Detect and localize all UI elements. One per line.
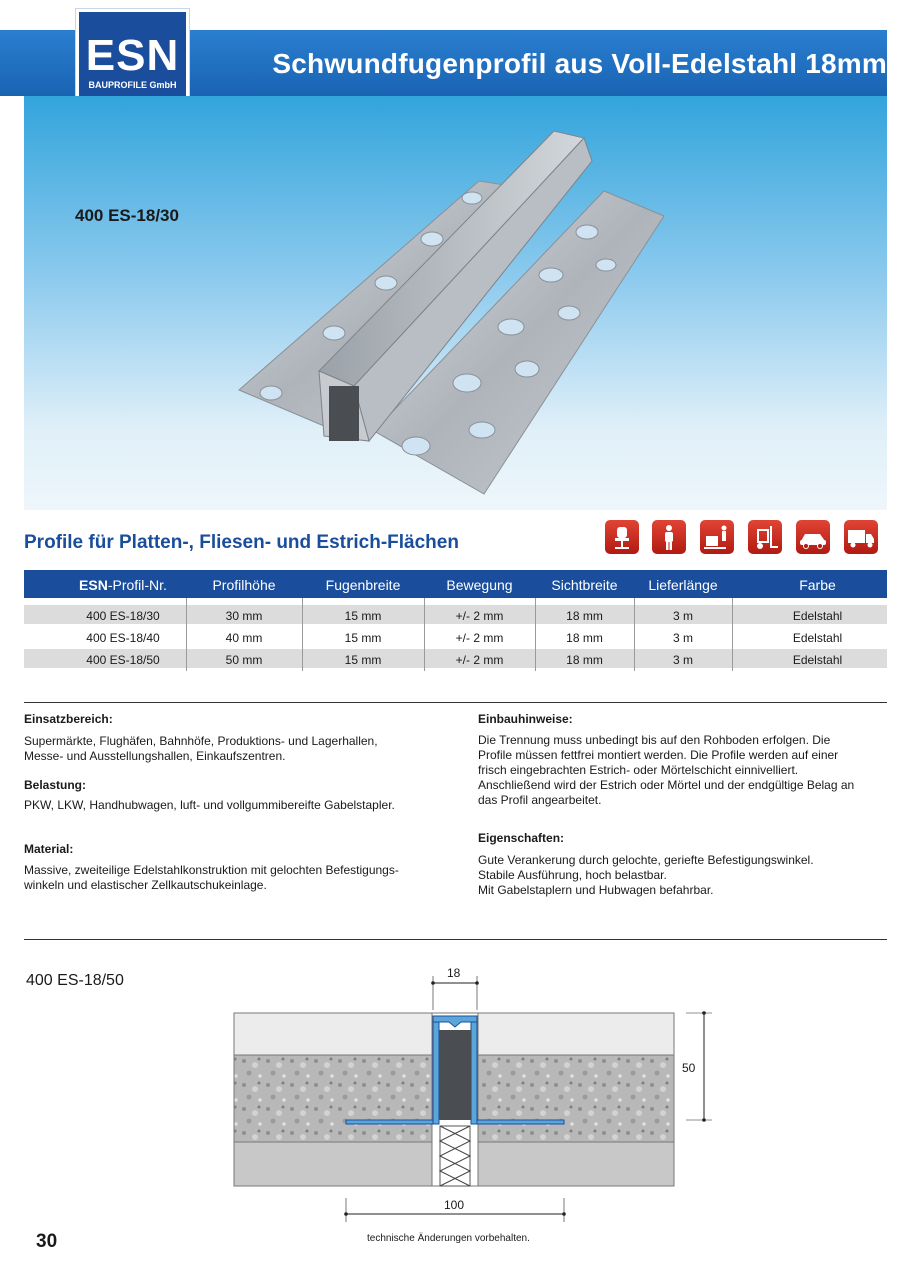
table-cell: +/- 2 mm (455, 609, 504, 623)
forklift-icon (748, 520, 782, 554)
footer-note: technische Änderungen vorbehalten. (367, 1233, 530, 1244)
car-icon (796, 520, 830, 554)
belastung-text: PKW, LKW, Handhubwagen, luft- und vollgummibereifte Gabelstapler. (24, 798, 395, 812)
table-cell: 40 mm (225, 631, 263, 645)
eigenschaften-heading: Eigenschaften: (478, 831, 565, 845)
section-title: Profile für Platten-, Fliesen- und Estrich-Flächen (24, 532, 459, 553)
divider-rule (24, 939, 887, 940)
table-cell: Edelstahl (792, 609, 843, 623)
table-cell: 3 m (672, 609, 693, 623)
einsatzbereich-text: Supermärkte, Flughäfen, Bahnhöfe, Produktions- und Lagerhallen, Messe- und Ausstellungshallen, Einkaufszentren. (24, 734, 378, 763)
einbauhinweise-heading: Einbauhinweise: (478, 712, 573, 726)
table-cell: 18 mm (566, 609, 603, 623)
einsatzbereich-heading: Einsatzbereich: (24, 712, 113, 726)
table-cell: 400 ES-18/50 (86, 653, 160, 667)
col-header-bewegung: Bewegung (446, 577, 513, 593)
truck-icon (844, 520, 878, 554)
table-cell: 18 mm (566, 631, 603, 645)
table-cell: 50 mm (225, 653, 263, 667)
col-header-fugenbreite: Fugenbreite (325, 577, 401, 593)
dimension-flange-width: 100 (444, 1198, 465, 1212)
table-cell: 400 ES-18/40 (86, 631, 160, 645)
col-header-lieferlaenge: Lieferlänge (648, 577, 718, 593)
table-cell: 400 ES-18/30 (86, 609, 160, 623)
table-cell: 18 mm (566, 653, 603, 667)
product-image (24, 96, 887, 510)
hand-truck-icon (700, 520, 734, 554)
table-cell: +/- 2 mm (455, 653, 504, 667)
drawing-title: 400 ES-18/50 (26, 972, 124, 989)
divider-rule (24, 702, 887, 703)
page-number: 30 (36, 1231, 58, 1252)
material-text: Massive, zweiteilige Edelstahlkonstruktion mit gelochten Befestigungs- winkeln und elastischer Zellkautschukeinlage. (24, 863, 399, 892)
eigenschaften-text: Gute Verankerung durch gelochte, geriefte Befestigungswinkel. Stabile Ausführung, hoch belastbar. Mit Gabelstaplern und Hubwagen befahrbar. (478, 853, 814, 897)
table-cell: 15 mm (344, 631, 382, 645)
col-header-profil-nr: ESN-Profil-Nr. (79, 577, 167, 593)
table-cell: 15 mm (344, 653, 382, 667)
col-header-farbe: Farbe (799, 577, 836, 593)
table-cell: 15 mm (344, 609, 382, 623)
material-heading: Material: (24, 842, 74, 856)
table-cell: 30 mm (225, 609, 263, 623)
table-cell: 3 m (672, 653, 693, 667)
col-header-profilhoehe: Profilhöhe (212, 577, 276, 593)
table-cell: Edelstahl (792, 631, 843, 645)
table-cell: Edelstahl (792, 653, 843, 667)
table-divider (732, 598, 733, 671)
belastung-heading: Belastung: (24, 778, 87, 792)
logo-subtitle: BAUPROFILE GmbH (88, 80, 177, 90)
col-header-sichtbreite: Sichtbreite (551, 577, 618, 593)
pedestrian-icon (652, 520, 686, 554)
logo-brand: ESN (85, 31, 180, 80)
product-model-code: 400 ES-18/30 (75, 206, 179, 225)
product-hero (24, 96, 887, 510)
table-cell: 3 m (672, 631, 693, 645)
page-title: Schwundfugenprofil aus Voll-Edelstahl 18mm (272, 48, 887, 79)
einbauhinweise-text: Die Trennung muss unbedingt bis auf den Rohboden erfolgen. Die Profile müssen fettfrei montiert werden. Die Profile werden auf einer frisch eingebrachten Estrich- oder Mörtelschicht einnivelliert. Anschließend wird der Estrich oder Mörtel und der endgültige Belag an das Profil angearbeitet. (478, 733, 855, 807)
table-cell: +/- 2 mm (455, 631, 504, 645)
office-chair-icon (605, 520, 639, 554)
dimension-joint-width: 18 (447, 966, 461, 980)
dimension-height: 50 (682, 1061, 696, 1075)
